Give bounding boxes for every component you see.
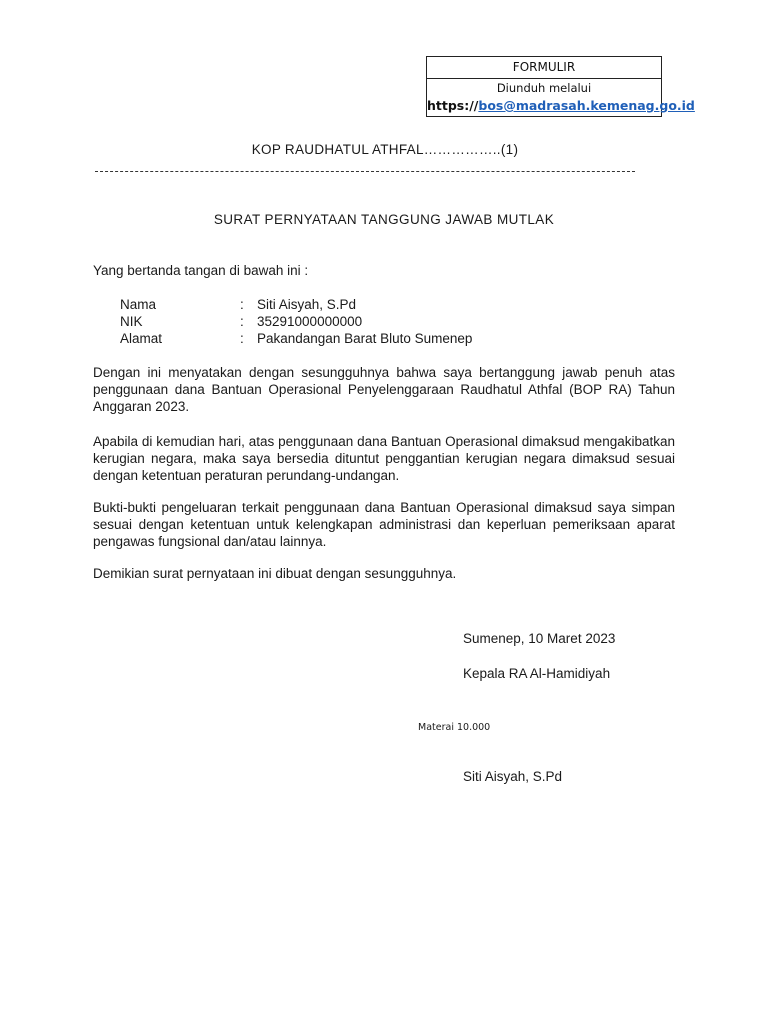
identity-label: Nama xyxy=(120,297,157,312)
signer-name: Siti Aisyah, S.Pd xyxy=(463,769,563,784)
liability-paragraph: Apabila di kemudian hari, atas penggunaan dana Bantuan Operasional dimaksud mengakibatkan kerugian negara, maka saya bersedia dituntut penggantian kerugian negara dimaksud sesuai dengan ketentuan peraturan perundang-undangan. xyxy=(93,434,675,483)
identity-value: 35291000000000 xyxy=(257,314,363,329)
identity-row xyxy=(120,313,472,330)
closing-paragraph: Demikian surat pernyataan ini dibuat dengan sesungguhnya. xyxy=(93,566,457,581)
identity-value: Pakandangan Barat Bluto Sumenep xyxy=(257,331,473,346)
identity-colon: : xyxy=(240,314,244,329)
letterhead xyxy=(0,142,768,157)
statement-paragraph: Dengan ini menyatakan dengan sesungguhnya bahwa saya bertanggung jawab penuh atas penggunaan dana Bantuan Operasional Penyelenggaraan Raudhatul Athfal (BOP RA) Tahun Anggaran 2023. xyxy=(93,365,675,414)
identity-row xyxy=(120,296,472,313)
download-link[interactable]: bos@madrasah.kemenag.go.id xyxy=(478,98,695,113)
form-info-box xyxy=(426,56,695,117)
evidence-paragraph: Bukti-bukti pengeluaran terkait penggunaan dana Bantuan Operasional dimaksud saya simpan sesuai dengan ketentuan untuk kelengkapan administrasi dan keperluan pemeriksaan aparat pengawas fungsional dan/atau lainnya. xyxy=(93,500,675,549)
url-prefix: https:// xyxy=(427,98,479,113)
identity-label: Alamat xyxy=(120,331,163,346)
identity-row xyxy=(120,330,472,347)
document-title: SURAT PERNYATAAN TANGGUNG JAWAB MUTLAK xyxy=(213,212,555,227)
identity-value: Siti Aisyah, S.Pd xyxy=(257,297,357,312)
letterhead-divider xyxy=(95,171,635,172)
intro-text: Yang bertanda tangan di bawah ini : xyxy=(93,263,309,278)
signer-position: Kepala RA Al-Hamidiyah xyxy=(463,666,611,681)
letterhead-text: KOP RAUDHATUL ATHFAL……………..(1) xyxy=(251,142,519,157)
place-date: Sumenep, 10 Maret 2023 xyxy=(463,631,616,646)
form-header: FORMULIR xyxy=(427,57,661,79)
identity-label: NIK xyxy=(120,314,143,329)
download-note: Diunduh melalui xyxy=(496,81,592,95)
identity-colon: : xyxy=(240,331,244,346)
download-url xyxy=(427,97,695,115)
identity-colon: : xyxy=(240,297,244,312)
stamp-duty-label: Materai 10.000 xyxy=(418,722,491,733)
identity-table xyxy=(120,296,472,347)
